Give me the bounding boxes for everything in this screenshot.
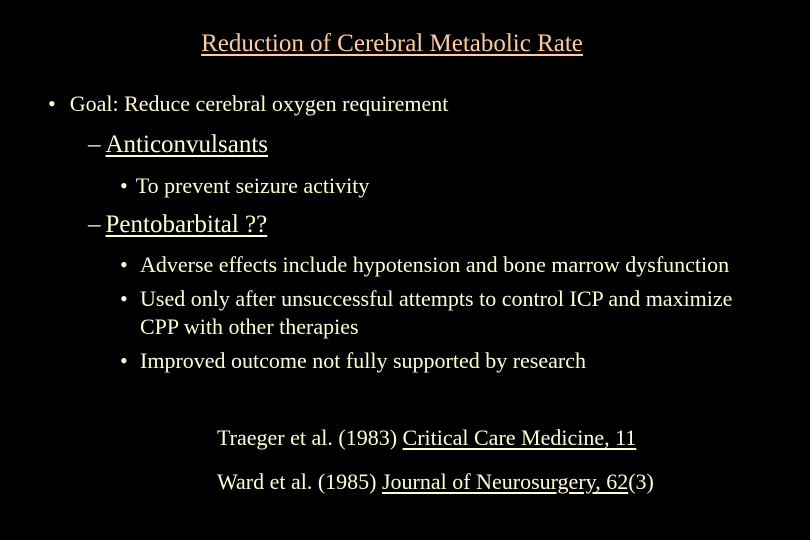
reference-authors: Traeger et al. (1983) xyxy=(217,425,403,450)
section-heading-text: Anticonvulsants xyxy=(105,131,268,158)
reference-1 xyxy=(217,425,636,451)
sub-bullet-text: Used only after unsuccessful attempts to control ICP and maximize CPP with other therapies xyxy=(140,286,733,339)
goal-text: Goal: Reduce cerebral oxygen requirement xyxy=(69,91,449,116)
sub-bullet-item xyxy=(120,285,760,341)
slide-title: Reduction of Cerebral Metabolic Rate xyxy=(201,30,583,57)
bullet-icon: • xyxy=(48,91,56,116)
reference-authors: Ward et al. (1985) xyxy=(217,469,382,494)
reference-journal: Critical Care Medicine, 11 xyxy=(402,425,637,450)
pentobarbital-sub-list xyxy=(120,251,760,375)
reference-journal: Journal of Neurosurgery, 62 xyxy=(382,469,629,494)
section-heading-anticonvulsants xyxy=(88,131,268,159)
reference-2 xyxy=(217,469,654,495)
goal-bullet-line xyxy=(48,91,448,117)
sub-bullet-text: Improved outcome not fully supported by research xyxy=(140,348,586,373)
dash-icon: – xyxy=(88,211,101,238)
sub-bullet-line xyxy=(120,173,369,199)
bullet-icon: • xyxy=(120,286,128,311)
reference-suffix: (3) xyxy=(628,469,654,494)
section-heading-pentobarbital xyxy=(88,211,267,239)
bullet-icon: • xyxy=(120,252,128,277)
section-heading-text: Pentobarbital ?? xyxy=(105,211,268,238)
sub-bullet-text: Adverse effects include hypotension and bone marrow dysfunction xyxy=(140,252,730,277)
sub-bullet-item xyxy=(120,251,760,279)
bullet-icon: • xyxy=(120,348,128,373)
dash-icon: – xyxy=(88,131,101,158)
sub-bullet-item xyxy=(120,347,760,375)
bullet-icon: • xyxy=(120,173,128,198)
sub-bullet-text: To prevent seizure activity xyxy=(135,173,370,198)
